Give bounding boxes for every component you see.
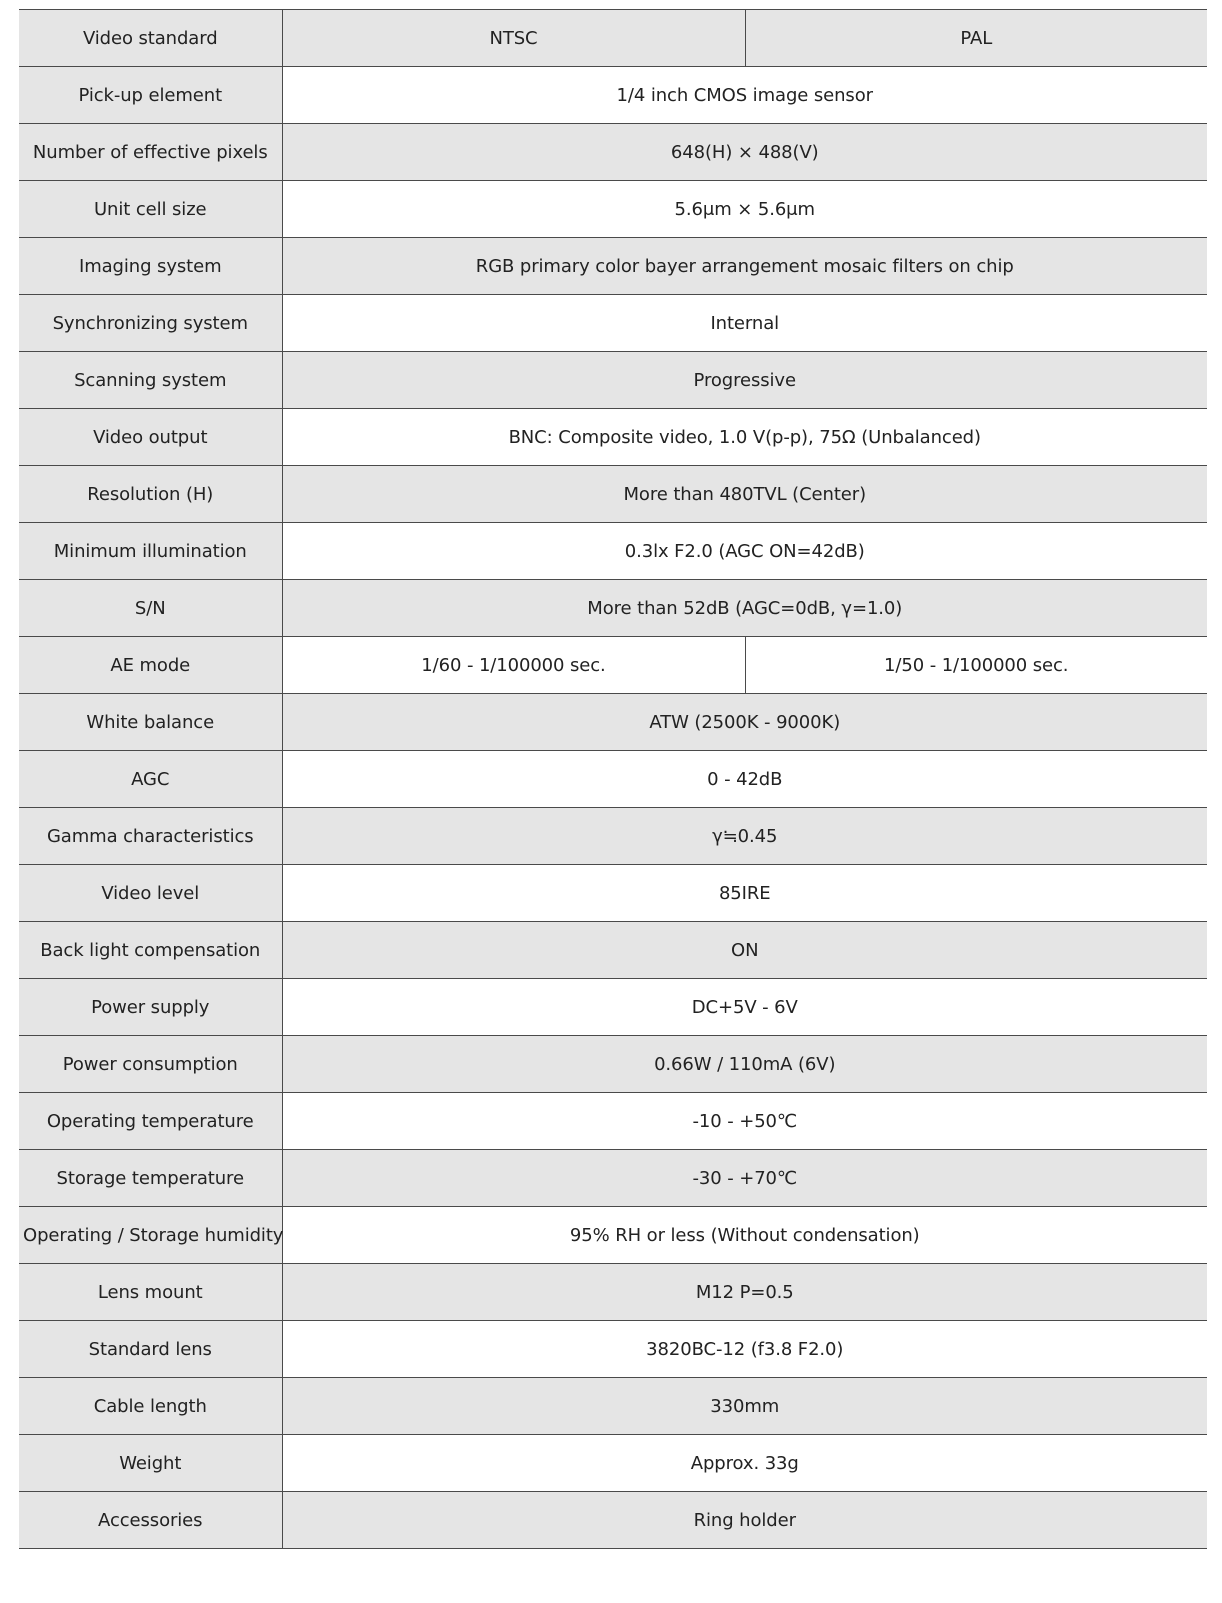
spec-row [19, 865, 1207, 922]
spec-row [19, 808, 1207, 865]
spec-row [19, 1093, 1207, 1150]
spec-value: -10 - +50℃ [282, 1093, 1207, 1150]
header-row [19, 10, 1207, 67]
spec-value: 330mm [282, 1378, 1207, 1435]
spec-value: 0.3lx F2.0 (AGC ON=42dB) [282, 523, 1207, 580]
spec-row [19, 1435, 1207, 1492]
spec-label: Imaging system [19, 238, 282, 295]
spec-row [19, 124, 1207, 181]
spec-row [19, 181, 1207, 238]
spec-value: DC+5V - 6V [282, 979, 1207, 1036]
spec-value: 1/4 inch CMOS image sensor [282, 67, 1207, 124]
spec-label: Unit cell size [19, 181, 282, 238]
spec-value: Approx. 33g [282, 1435, 1207, 1492]
spec-label: Minimum illumination [19, 523, 282, 580]
spec-row [19, 1264, 1207, 1321]
spec-value: 85IRE [282, 865, 1207, 922]
spec-row [19, 1207, 1207, 1264]
spec-value: RGB primary color bayer arrangement mosaic filters on chip [282, 238, 1207, 295]
header-pal: PAL [745, 10, 1207, 67]
spec-row [19, 637, 1207, 694]
spec-value: Ring holder [282, 1492, 1207, 1549]
spec-value: 95% RH or less (Without condensation) [282, 1207, 1207, 1264]
spec-label: Lens mount [19, 1264, 282, 1321]
spec-label: Gamma characteristics [19, 808, 282, 865]
spec-value: 5.6μm × 5.6μm [282, 181, 1207, 238]
spec-label: Video level [19, 865, 282, 922]
spec-row [19, 1378, 1207, 1435]
spec-label: Synchronizing system [19, 295, 282, 352]
spec-label: Video output [19, 409, 282, 466]
spec-value: More than 480TVL (Center) [282, 466, 1207, 523]
spec-value: 648(H) × 488(V) [282, 124, 1207, 181]
spec-table-body [19, 10, 1207, 1549]
spec-value: ON [282, 922, 1207, 979]
spec-label: Operating / Storage humidity [19, 1207, 282, 1264]
spec-table [19, 9, 1207, 1549]
header-label: Video standard [19, 10, 282, 67]
spec-label: Pick-up element [19, 67, 282, 124]
spec-label: AE mode [19, 637, 282, 694]
spec-value: 3820BC-12 (f3.8 F2.0) [282, 1321, 1207, 1378]
spec-value-ntsc: 1/60 - 1/100000 sec. [282, 637, 745, 694]
spec-row [19, 751, 1207, 808]
spec-label: Operating temperature [19, 1093, 282, 1150]
spec-value: 0.66W / 110mA (6V) [282, 1036, 1207, 1093]
spec-label: Weight [19, 1435, 282, 1492]
spec-value: M12 P=0.5 [282, 1264, 1207, 1321]
spec-label: Scanning system [19, 352, 282, 409]
spec-value: Progressive [282, 352, 1207, 409]
spec-label: Power consumption [19, 1036, 282, 1093]
spec-row [19, 523, 1207, 580]
spec-row [19, 295, 1207, 352]
spec-value: Internal [282, 295, 1207, 352]
spec-value: BNC: Composite video, 1.0 V(p-p), 75Ω (Unbalanced) [282, 409, 1207, 466]
spec-row [19, 409, 1207, 466]
spec-label: S/N [19, 580, 282, 637]
spec-value: More than 52dB (AGC=0dB, γ=1.0) [282, 580, 1207, 637]
spec-row [19, 979, 1207, 1036]
spec-label: Back light compensation [19, 922, 282, 979]
spec-value: γ≒0.45 [282, 808, 1207, 865]
spec-label: Power supply [19, 979, 282, 1036]
spec-label: AGC [19, 751, 282, 808]
spec-label: Standard lens [19, 1321, 282, 1378]
spec-label: Storage temperature [19, 1150, 282, 1207]
spec-value: -30 - +70℃ [282, 1150, 1207, 1207]
spec-row [19, 1492, 1207, 1549]
spec-row [19, 1150, 1207, 1207]
spec-row [19, 466, 1207, 523]
header-ntsc: NTSC [282, 10, 745, 67]
spec-row [19, 352, 1207, 409]
spec-value: 0 - 42dB [282, 751, 1207, 808]
spec-row [19, 694, 1207, 751]
spec-label: Resolution (H) [19, 466, 282, 523]
spec-label: Accessories [19, 1492, 282, 1549]
spec-label: White balance [19, 694, 282, 751]
spec-row [19, 1036, 1207, 1093]
spec-value: ATW (2500K - 9000K) [282, 694, 1207, 751]
spec-label: Number of effective pixels [19, 124, 282, 181]
spec-value-pal: 1/50 - 1/100000 sec. [745, 637, 1207, 694]
spec-row [19, 922, 1207, 979]
spec-label: Cable length [19, 1378, 282, 1435]
spec-row [19, 580, 1207, 637]
spec-row [19, 67, 1207, 124]
spec-row [19, 1321, 1207, 1378]
spec-row [19, 238, 1207, 295]
